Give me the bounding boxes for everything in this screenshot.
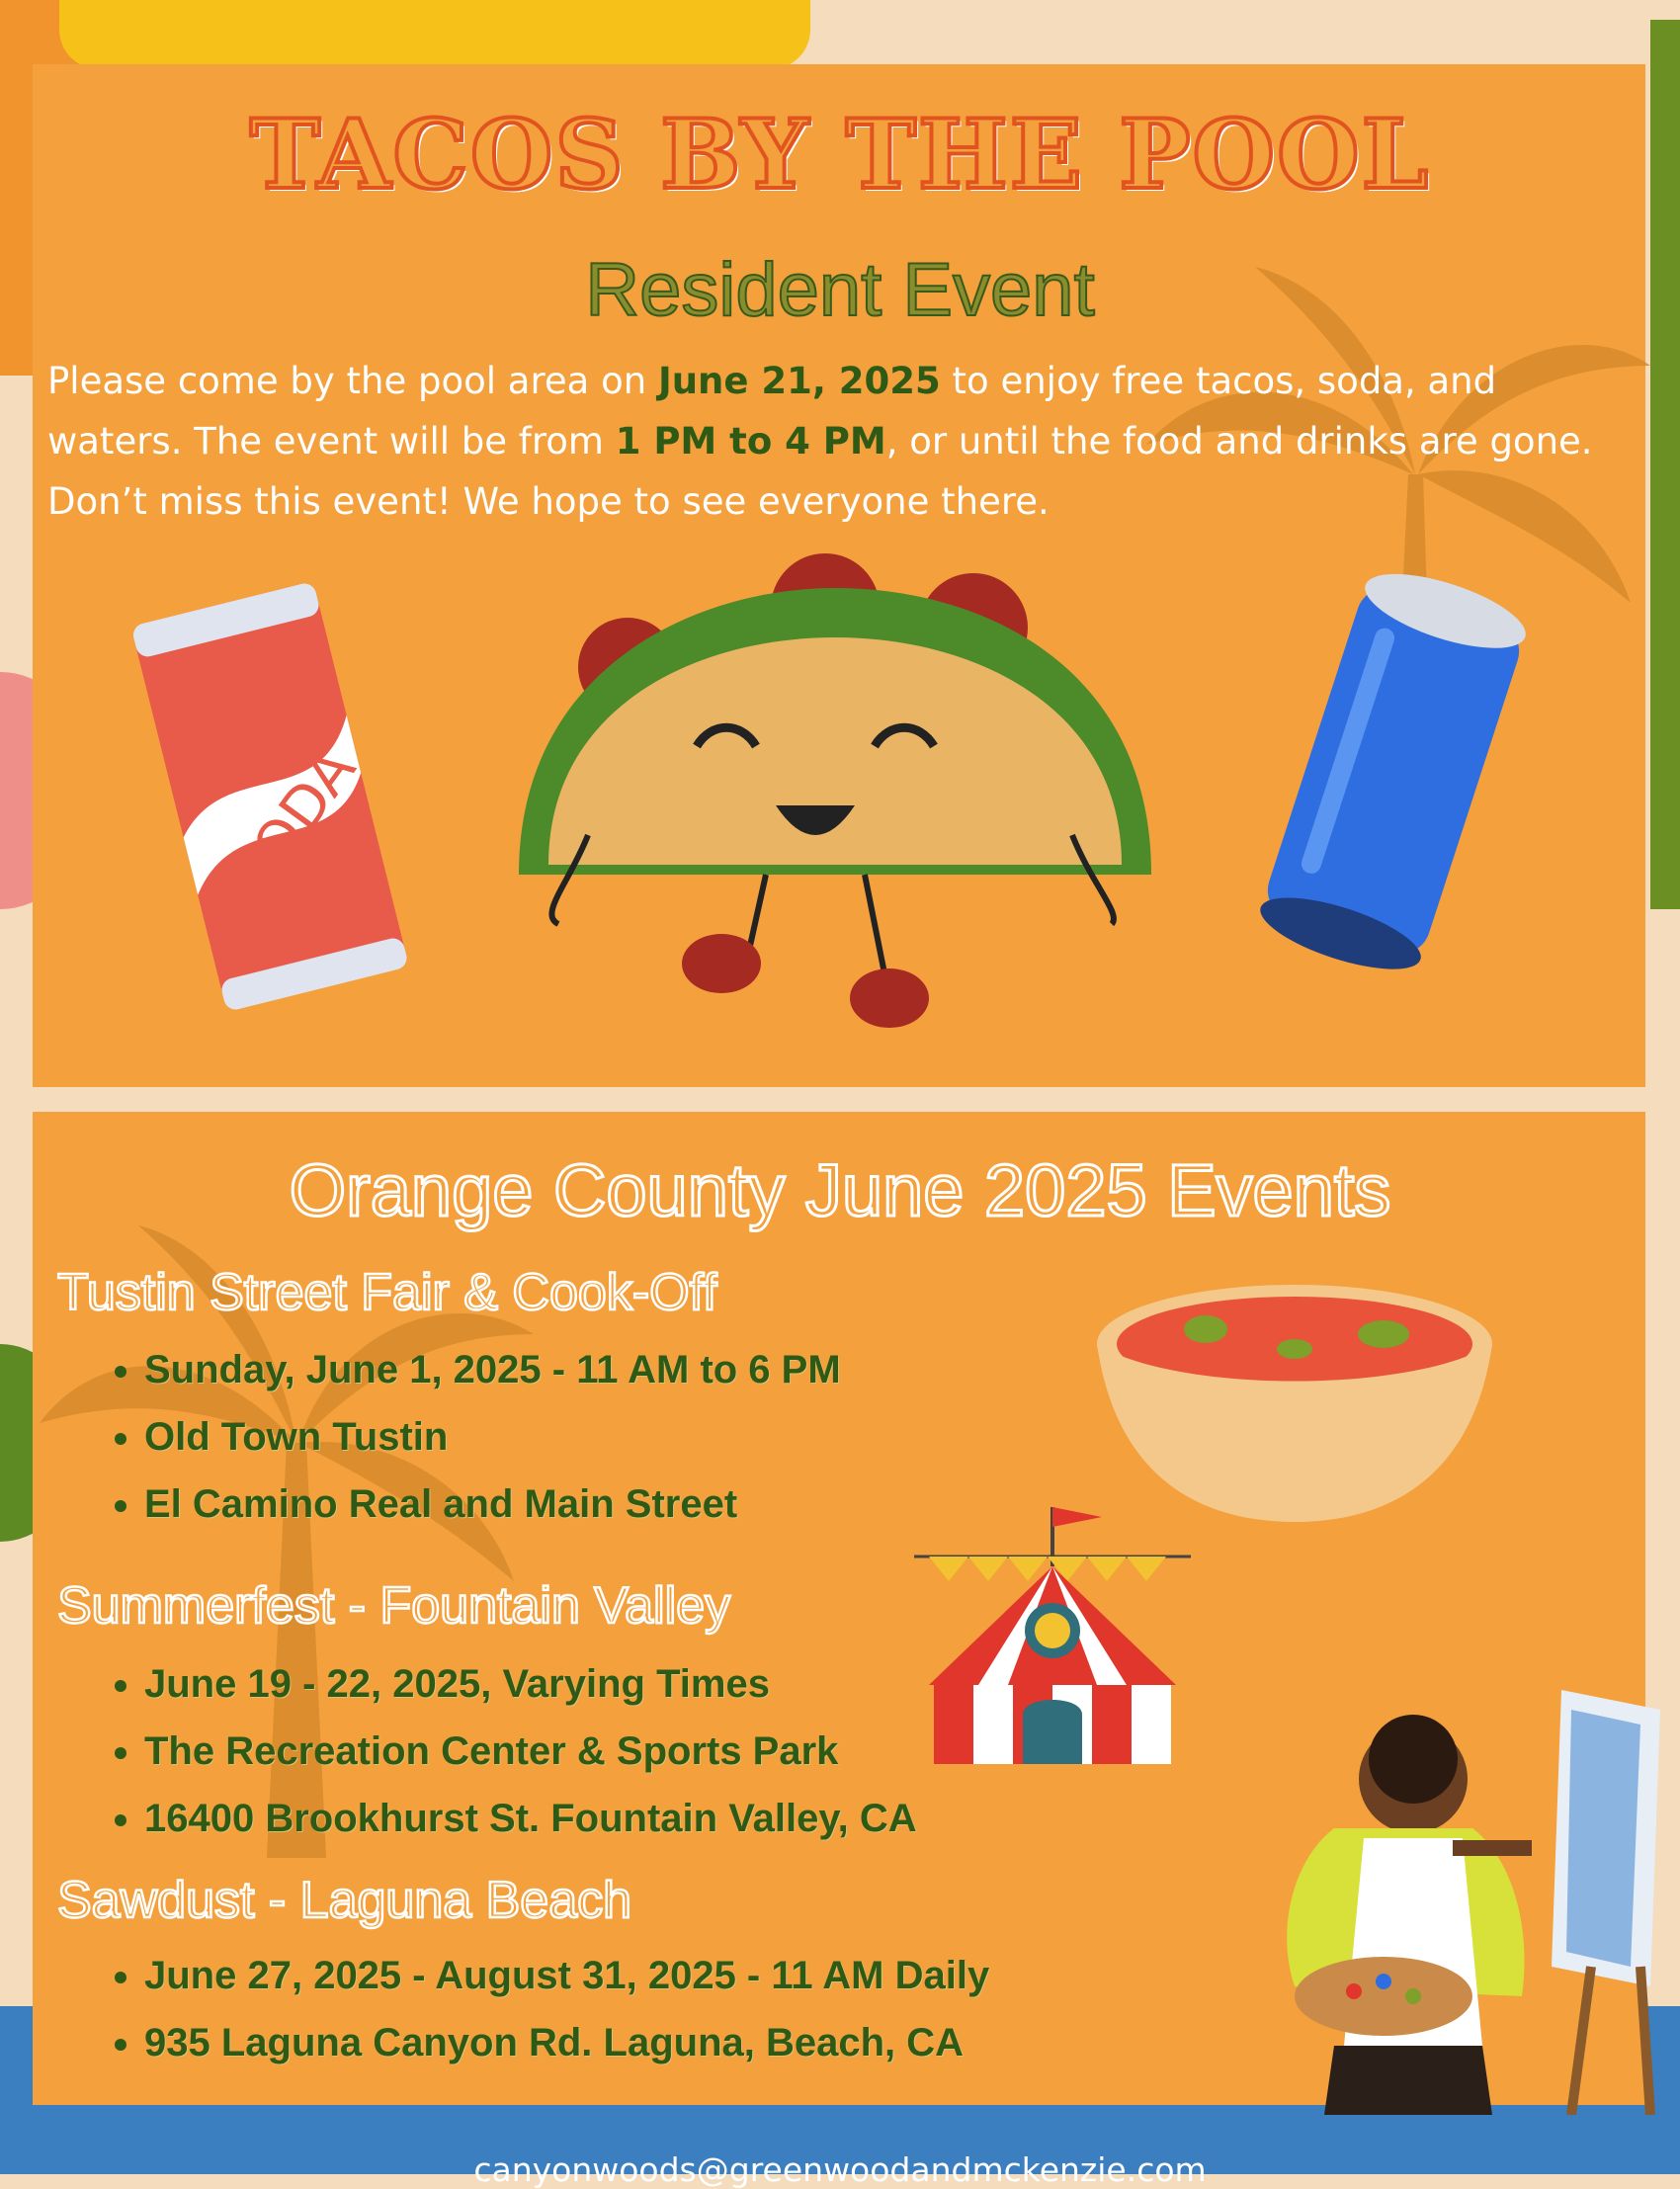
event-time: 1 PM to 4 PM [615, 420, 886, 463]
contact-email: canyonwoods@greenwoodandmckenzie.com [473, 2150, 1207, 2189]
soda-can-icon [117, 568, 423, 1023]
taco-icon [499, 548, 1171, 1043]
event-date: June 21, 2025 [657, 360, 941, 402]
list-item: • 935 Laguna Canyon Rd. Laguna, Beach, CA [144, 2009, 989, 2076]
event-name-summerfest: Summerfest - Fountain Valley [57, 1577, 731, 1635]
event-details-sawdust [99, 1942, 989, 2076]
list-item: • June 27, 2025 - August 31, 2025 - 11 AM Daily [144, 1942, 989, 2009]
circus-tent-icon [909, 1497, 1196, 1769]
background-yellow-shape [59, 0, 810, 69]
blue-can-icon [1240, 558, 1547, 983]
list-item: • The Recreation Center & Sports Park [144, 1718, 917, 1785]
event-details-summerfest [99, 1650, 917, 1852]
list-item: • El Camino Real and Main Street [144, 1471, 841, 1538]
list-item: • Old Town Tustin [144, 1403, 841, 1471]
intro-text-1: Please come by the pool area on [47, 360, 658, 402]
soda-label: SODA [217, 736, 369, 909]
events-section-title: Orange County June 2025 Events [289, 1149, 1391, 1231]
intro-text-2: to enjoy free tacos, soda, and waters. The event will be from [47, 360, 1497, 463]
intro-text-3: , or until the food and drinks are gone. Don’t miss this event! We hope to see everyone there. [47, 420, 1593, 523]
page-subtitle: Resident Event [585, 248, 1095, 332]
list-item: • Sunday, June 1, 2025 - 11 AM to 6 PM [144, 1336, 841, 1403]
page-title: TACOS BY THE POOL [249, 99, 1431, 210]
event-name-sawdust: Sawdust - Laguna Beach [57, 1872, 632, 1929]
painter-icon [1235, 1670, 1660, 2115]
list-item: • 16400 Brookhurst St. Fountain Valley, CA [144, 1785, 917, 1852]
event-description [47, 351, 1629, 532]
list-item: • June 19 - 22, 2025, Varying Times [144, 1650, 917, 1718]
event-name-tustin: Tustin Street Fair & Cook-Off [57, 1264, 717, 1321]
salsa-bowl-icon [1087, 1275, 1502, 1532]
event-details-tustin [99, 1336, 841, 1538]
